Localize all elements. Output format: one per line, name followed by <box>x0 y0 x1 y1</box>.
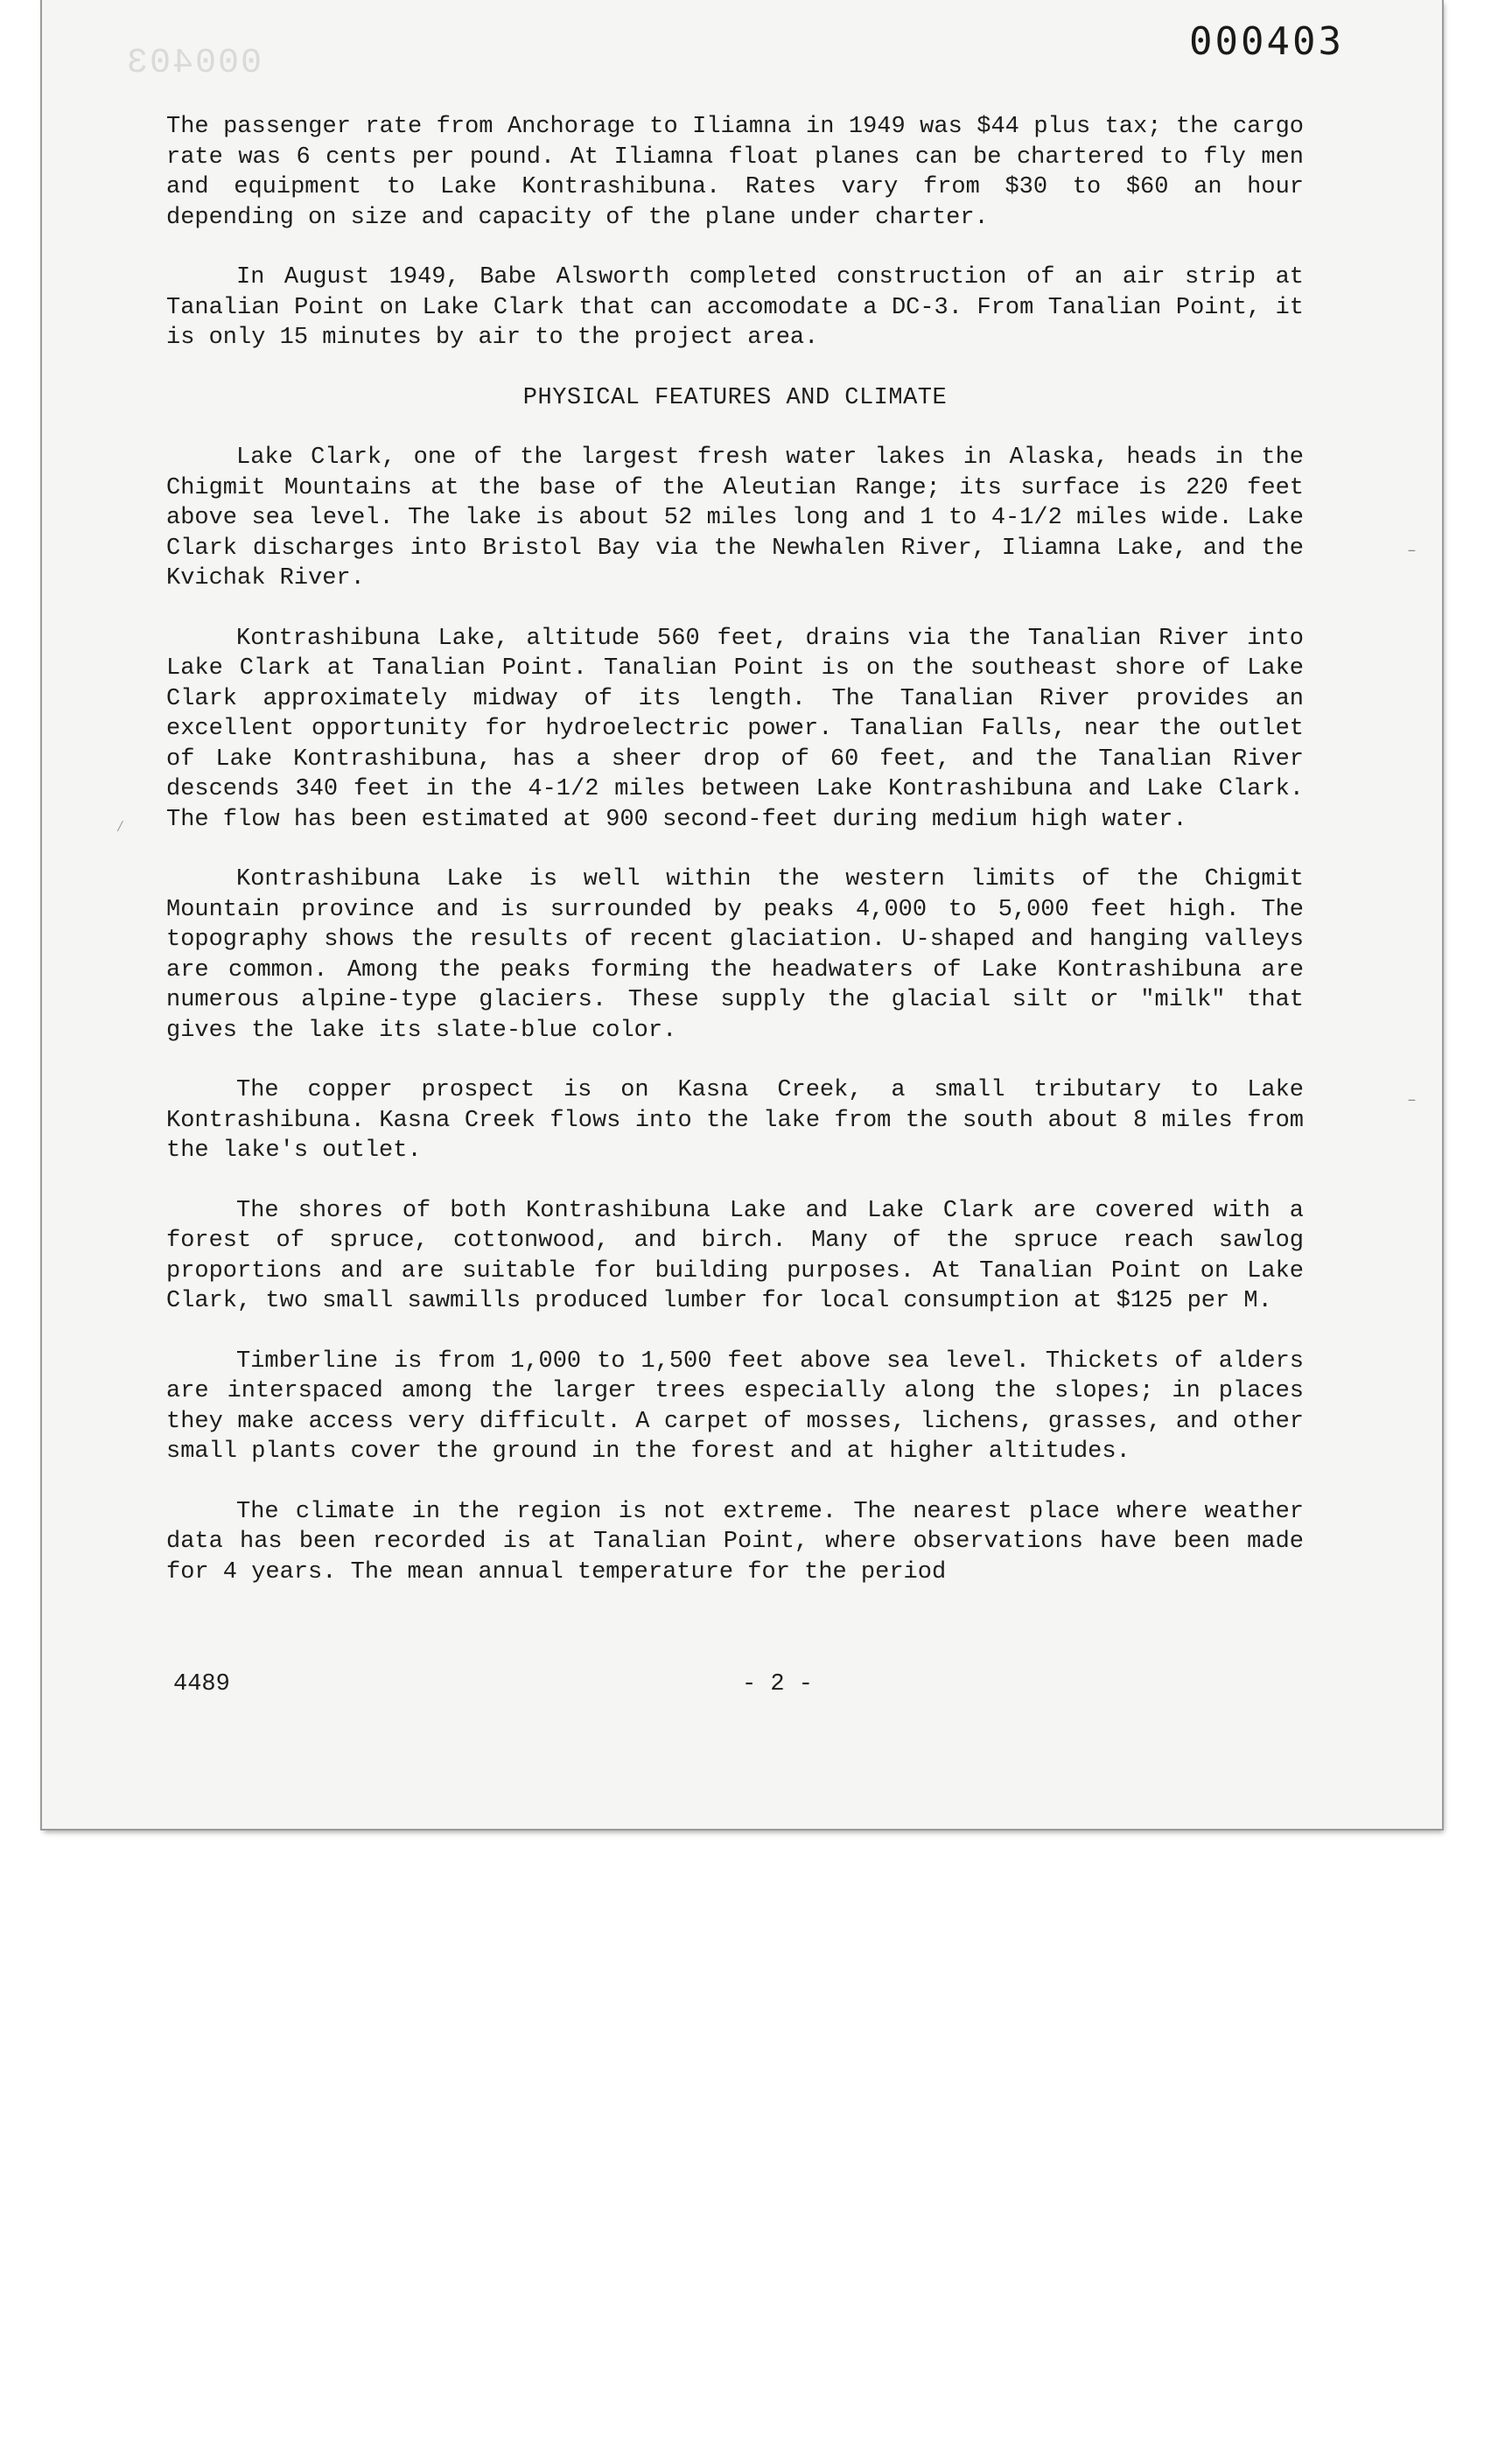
paragraph-chigmit-mountains: Kontrashibuna Lake is well within the western limits of the Chigmit Mountain province and is surrounded by peaks 4,000 to 5,000 feet high. The topography shows the results of recent glaciation. U-shaped and hanging valleys are common. Among the peaks forming the headwaters of Lake Kontrashibuna are numerous alpine-type glaciers. These supply the glacial silt or "milk" that gives the lake its slate-blue color. <box>166 866 1304 1044</box>
footer-code: 4489 <box>173 1671 230 1698</box>
section-heading: PHYSICAL FEATURES AND CLIMATE <box>522 384 948 411</box>
document-number: 000403 <box>1189 19 1344 64</box>
paragraph-timberline: Timberline is from 1,000 to 1,500 feet above sea level. Thickets of alders are interspaced among the larger trees especially along the slopes; in places they make access very difficult. A carpet of mosses, lichens, grasses, and other small plants cover the ground in the forest and at higher altitudes. <box>166 1348 1304 1465</box>
page-number: - 2 - <box>742 1671 814 1698</box>
paragraph-rates: The passenger rate from Anchorage to Iliamna in 1949 was $44 plus tax; the cargo rate was 6 cents per pound. At Iliamna float planes can be chartered to fly men and equipment to Lake Kontrashibuna. Rates vary from $30 to $60 an hour depending on size and capacity of the plane under charter. <box>166 114 1304 231</box>
margin-mark: – <box>1407 1092 1417 1110</box>
document-body <box>166 112 1304 1617</box>
paragraph-kontrashibuna-lake: Kontrashibuna Lake, altitude 560 feet, drains via the Tanalian River into Lake Clark at Tanalian Point. Tanalian Point is on the southeast shore of Lake Clark approximately midway of its length. The Tanalian River provides an excellent opportunity for hydroelectric power. Tanalian Falls, near the outlet of Lake Kontrashibuna, has a sheer drop of 60 feet, and the Tanalian River descends 340 feet in the 4-1/2 miles between Lake Kontrashibuna and Lake Clark. The flow has been estimated at 900 second-feet during medium high water. <box>166 625 1304 833</box>
margin-mark: – <box>1407 542 1417 560</box>
paragraph-copper-prospect: The copper prospect is on Kasna Creek, a small tributary to Lake Kontrashibuna. Kasna Creek flows into the lake from the south about 8 miles from the lake's outlet. <box>166 1077 1304 1164</box>
document-page <box>42 0 1442 1829</box>
paragraph-climate: The climate in the region is not extreme. The nearest place where weather data has been recorded is at Tanalian Point, where observations have been made for 4 years. The mean annual temperature for the period <box>166 1498 1304 1586</box>
paragraph-lake-clark: Lake Clark, one of the largest fresh water lakes in Alaska, heads in the Chigmit Mountains at the base of the Aleutian Range; its surface is 220 feet above sea level. The lake is about 52 miles long and 1 to 4-1/2 miles wide. Lake Clark discharges into Bristol Bay via the Newhalen River, Iliamna Lake, and the Kvichak River. <box>166 444 1304 592</box>
margin-mark: ⁄ <box>116 819 125 836</box>
bleed-through-number: 000403 <box>125 44 262 83</box>
paragraph-air-strip: In August 1949, Babe Alsworth completed construction of an air strip at Tanalian Point on Lake Clark that can accomodate a DC-3. From Tanalian Point, it is only 15 minutes by air to the project area. <box>166 264 1304 351</box>
paragraph-forest: The shores of both Kontrashibuna Lake and Lake Clark are covered with a forest of spruce, cottonwood, and birch. Many of the spruce reach sawlog proportions and are suitable for building purposes. At Tanalian Point on Lake Clark, two small sawmills produced lumber for local consumption at $125 per M. <box>166 1197 1304 1314</box>
